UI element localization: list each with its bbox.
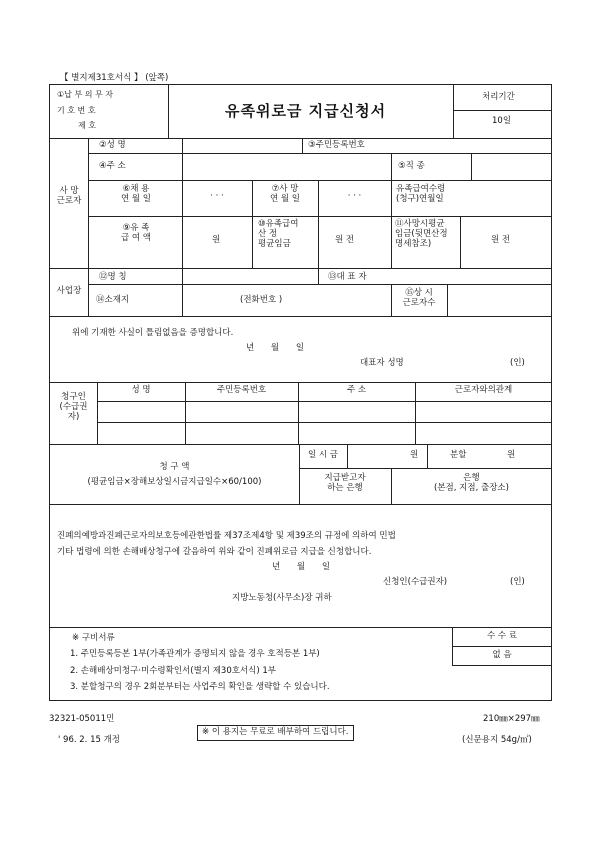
claimant-header-relation: 근로자와의관계 [454,385,513,395]
claimant-header-rrn: 주민등록번호 [216,385,267,395]
obligor-label-3: 제 호 [78,121,96,130]
avg-wage-unit: 원 전 [491,235,511,245]
processing-period-label: 처리기간 [482,92,515,102]
installment-label: 분할 [450,450,467,460]
claim-amount-formula: (평균임금×장해보상일시금지급일수×60/100) [87,477,262,487]
calc-wage-label: ⑩유족급여 산 정 평균임금 [258,219,299,249]
workers-label: ⑮상 시 근로자수 [402,288,436,308]
free-distribution-notice: ※ 이 용지는 무료로 배부하여 드립니다. [197,725,354,741]
addressee: 지방노동청(사무소)장 귀하 [232,593,332,603]
form-title: 유족위로금 지급신청서 [225,102,387,120]
claim-amount-label: 청 구 액 [159,462,190,472]
calc-wage-unit: 원 전 [335,235,355,245]
phone-label: (전화번호 ) [240,295,283,305]
address-label: ④주 소 [99,161,126,171]
avg-wage-label: ⑪사망시평균 임금(뒷면산정 명세참조) [395,219,448,249]
hire-date-value[interactable]: · · · [210,191,224,201]
form-number: 【 별지제31호서식 】 (앞쪽) [60,73,169,83]
installment-unit: 원 [507,450,516,460]
name-label: ②성 명 [99,140,126,150]
survivor-benefit-label: ⑨유 족 급 여 액 [120,223,152,243]
apply-date: 년 월 일 [272,562,331,572]
fee-value: 없 음 [492,650,512,660]
applicant-label: 신청인(수급권자) [383,577,448,587]
lump-sum-label: 일 시 금 [307,450,339,460]
applicant-seal: (인) [510,577,525,587]
docs-item-1: 1. 주민등록등본 1부(가족관계가 증명되지 않을 경우 호적등본 1부) [70,649,320,659]
claimant-header-name: 성 명 [131,385,151,395]
death-date-label: ⑦사 망 연 월 일 [269,184,301,204]
fee-label: 수 수 료 [486,631,518,641]
certify-text: 위에 기재한 사실이 틀림없음을 증명합니다. [72,328,234,338]
obligor-label-2: 기 호 번 호 [57,106,96,115]
certify-seal: (인) [510,358,525,368]
deceased-section-label: 사 망 근로자 [56,186,82,206]
revision-date: ' 96. 2. 15 개정 [58,735,121,745]
rrn-label: ③주민등록번호 [308,140,365,150]
docs-title: ※ 구비서류 [72,633,115,643]
claimant-header-address: 주 소 [346,385,367,395]
paper-size: 210㎜×297㎜ [483,714,540,724]
bank-label: 지급받고자 하는 은행 [324,473,366,493]
apply-text-1: 진폐의예방과진폐근로자의보호등에관한법률 제37조제4항 및 제39조의 규정에 의하여 민법 [57,531,396,541]
obligor-label-1: ①납 부 의 무 자 [57,90,113,99]
representative-label: ⑬대 표 자 [328,272,367,282]
survivor-claim-date-label: 유족급여수령 (청구)연월일 [396,184,446,204]
job-label: ⑤직 종 [398,161,425,171]
docs-item-3: 3. 분할청구의 경우 2회분부터는 사업주의 확인을 생략할 수 있습니다. [70,682,330,692]
certify-signer: 대표자 성명 [360,358,404,368]
docs-item-2: 2. 손해배상미청구·미수령확인서(별지 제30호서식) 1부 [70,666,276,676]
death-date-value[interactable]: · · · [347,191,362,201]
location-label: ⑭소재지 [96,295,130,305]
workplace-name-label: ⑫명 칭 [99,272,127,282]
survivor-benefit-unit: 원 [212,235,221,245]
form-code: 32321-05011민 [49,714,115,724]
claimant-section-label: 청구인 (수급권 자) [59,392,88,422]
bank-value: 은행 (본점, 지점, 출장소) [434,473,509,493]
apply-text-2: 기타 법령에 의한 손해배상청구에 갈음하여 위와 같이 진폐위로금 지급을 신청합니다. [57,547,372,557]
lump-sum-unit: 원 [410,450,419,460]
hire-date-label: ⑥채 용 연 월 일 [120,184,152,204]
processing-period-value: 10일 [492,116,512,126]
paper-weight: (신문용지 54g/㎡) [462,735,532,745]
certify-date: 년 월 일 [246,343,305,353]
workplace-section-label: 사업장 [56,286,82,296]
